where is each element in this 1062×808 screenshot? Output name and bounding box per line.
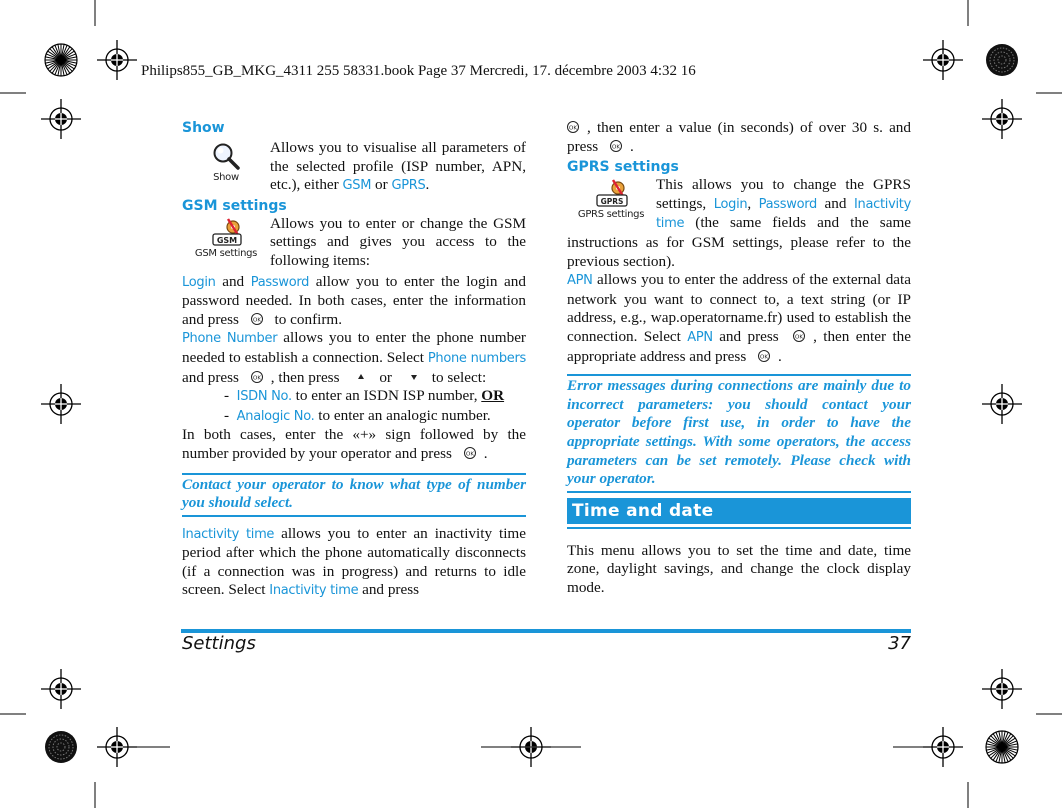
right-column <box>567 119 911 597</box>
gprs-icon-box <box>567 176 655 220</box>
ok-key-icon <box>602 139 630 153</box>
term-inactivity-time: Inactivity time <box>656 196 911 232</box>
term-login: Login <box>713 196 748 212</box>
footer-section-title: Settings <box>182 633 256 654</box>
list-item-isdn: - ISDN No. to enter an ISDN ISP number, OR <box>224 387 505 405</box>
svg-text:OK: OK <box>612 143 620 150</box>
term-gprs: GPRS <box>391 178 426 194</box>
down-arrow-key-icon <box>396 371 432 383</box>
ok-key-icon <box>456 446 484 460</box>
svg-text:OK: OK <box>569 125 577 132</box>
gprs-description: This allows you to change the GPRS settings, Login, Password and Inactivity time (the same fields and the same instructions as for GSM settings, please refer to the previous section). <box>567 176 911 270</box>
time-and-date-description: This menu allows you to set the time and date, time zone, daylight savings, and change the clock display mode. <box>567 541 911 596</box>
list-item-analogic: - Analogic No. to enter an analogic number. <box>224 406 491 424</box>
inactivity-time-paragraph: Inactivity time allows you to enter an inactivity time period after which the phone automatically disconnects (if a connection was in progress) and returns to idle screen. Select Inactivity time and press <box>182 524 526 599</box>
term-password: Password <box>250 274 310 290</box>
gsm-settings-heading: GSM settings <box>182 197 287 214</box>
term-isdn-no: ISDN No. <box>236 389 292 405</box>
page-number: 37 <box>888 633 911 654</box>
magnifier-icon <box>211 141 241 171</box>
plus-sign-paragraph: In both cases, enter the «+» sign followed by the number provided by your operator and press OK . <box>182 426 526 462</box>
time-and-date-heading: Time and date <box>567 498 911 524</box>
show-heading: Show <box>182 120 225 136</box>
gprs-settings-heading: GPRS settings <box>567 159 679 176</box>
footer-rule <box>181 629 911 633</box>
ok-key-icon <box>243 312 271 326</box>
print-header: Philips855_GB_MKG_4311 255 58331.book Page 37 Mercredi, 17. décembre 2003 4:32 16 <box>141 63 696 79</box>
term-inactivity-time: Inactivity time <box>182 526 275 542</box>
up-arrow-key-icon <box>343 371 379 383</box>
phone-number-paragraph: Phone Number allows you to enter the phone number needed to establish a connection. Select Phone numbers and press OK , then press or to select: <box>182 329 526 386</box>
gsm-intro: Allows you to enter or change the GSM settings and gives you access to the following items: <box>270 214 526 269</box>
left-column <box>182 119 526 601</box>
term-login: Login <box>182 274 216 290</box>
show-description: Allows you to visualise all parameters of the selected profile (ISP number, APN, etc.), either GSM or GPRS. <box>270 139 526 194</box>
term-analogic-no: Analogic No. <box>236 408 315 424</box>
time-and-date-rule <box>567 527 911 529</box>
gsm-block <box>182 215 526 271</box>
apn-paragraph: APN allows you to enter the address of the external data network you want to connect to, a text string (or IP address, e.g., wap.operatorname.fr) used to establish the connection. Select APN and press OK , then enter the appropriate address and press OK . <box>567 271 911 365</box>
ok-key-icon <box>243 370 271 384</box>
term-password: Password <box>758 196 817 212</box>
term-gsm: GSM <box>342 178 372 194</box>
note-number-type: Contact your operator to know what type of number you should select. <box>182 473 526 517</box>
svg-text:OK: OK <box>795 334 804 341</box>
term-apn-2: APN <box>687 329 713 345</box>
svg-text:OK: OK <box>252 317 261 324</box>
ok-key-icon <box>559 120 587 134</box>
inactivity-continuation: OK , then enter a value (in seconds) of over 30 s. and press OK . <box>567 119 911 156</box>
gprs-block <box>567 176 911 271</box>
gsm-icon-box <box>182 215 270 259</box>
note-error-messages: Error messages during connections are mainly due to incorrect parameters: you should contact your operator before first use, in order to have the appropriate settings. With some operators, the access parameters can be set remotely. Please check with your operator. <box>567 374 911 493</box>
show-block <box>182 139 526 196</box>
ok-key-icon <box>785 329 813 343</box>
term-inactivity-time-2: Inactivity time <box>269 583 359 599</box>
show-icon-box <box>182 139 270 183</box>
login-password-paragraph: Login and Password allow you to enter the login and password needed. In both cases, enter the information and press OK to confirm. <box>182 272 526 328</box>
svg-text:OK: OK <box>465 451 474 458</box>
ok-key-icon <box>750 349 778 363</box>
term-apn: APN <box>567 273 593 289</box>
term-phone-numbers: Phone numbers <box>427 350 526 366</box>
term-phone-number: Phone Number <box>182 331 278 347</box>
svg-text:OK: OK <box>760 353 768 360</box>
gprs-settings-icon <box>591 178 631 208</box>
gprs-icon-label: GPRS settings <box>577 209 645 221</box>
gsm-badge-text: GSM <box>216 235 238 245</box>
gsm-icon-label: GSM settings <box>194 247 258 259</box>
gprs-badge-text: GPRS <box>600 197 624 207</box>
or-emphasis: OR <box>481 387 505 405</box>
svg-text:OK: OK <box>252 374 261 381</box>
gsm-settings-icon <box>206 217 246 247</box>
show-icon-label: Show <box>213 172 239 183</box>
